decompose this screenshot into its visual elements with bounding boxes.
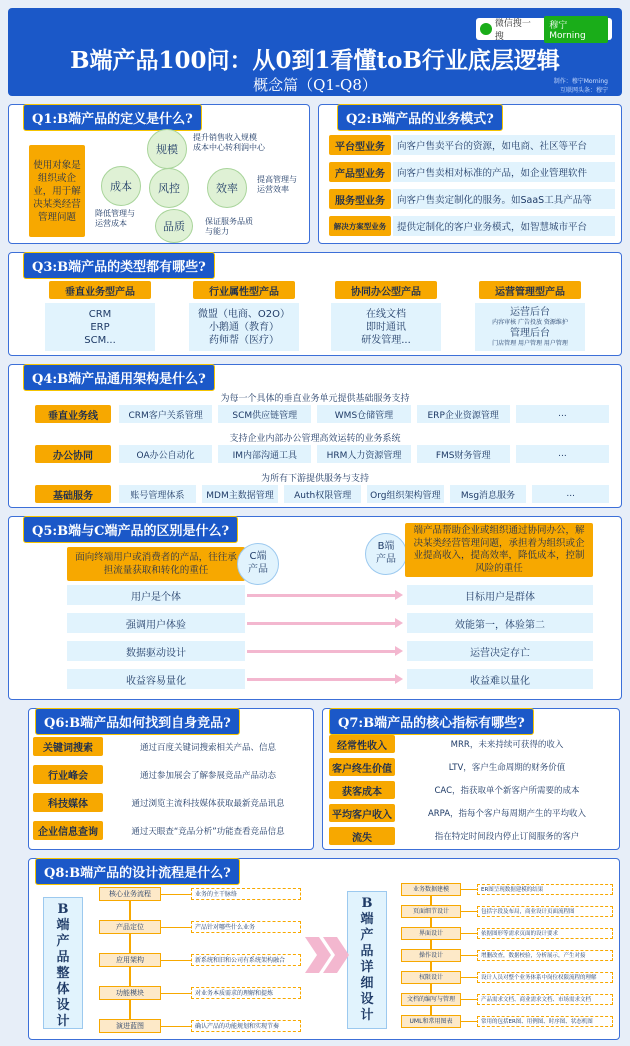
q1-node-quality: 品质 [155, 209, 193, 243]
q8-right-note-2: 依据图形等需求页面的设计要求 [477, 928, 613, 939]
q8-left-step-3: 功能模块 [99, 986, 161, 1000]
q3-title: Q3:B端产品的类型都有哪些? [23, 252, 215, 279]
q8-right-link-0 [461, 889, 477, 890]
q4-item-0-2: WMS仓储管理 [317, 405, 410, 423]
q7-desc-0: MRR，未来持续可获得的收入 [450, 740, 564, 750]
q2-tag-0: 平台型业务 [329, 135, 391, 155]
q4-item-2-5: ... [532, 485, 609, 503]
q3-item-0-1: ERP [90, 321, 110, 333]
q1-cost-desc-line1: 降低管理与 [95, 209, 135, 218]
q4-item-2-2: Auth权限管理 [284, 485, 361, 503]
q7-desc-2: CAC，指获取单个新客户所需要的成本 [434, 786, 580, 796]
q5-c-label: C端 产品 [237, 543, 279, 585]
q8-right-step-6: UML和常用图表 [401, 1015, 461, 1028]
q8-right-note-3: 增删改查，数据校验，分析展示，产生对接 [477, 950, 613, 961]
q8-right-note-4: 设计人员对整个业务体系中岗位权限流程的理解 [477, 972, 613, 983]
q6-tag-3: 企业信息查询 [33, 821, 103, 840]
q1-quality-desc-line1: 保证服务品质 [205, 217, 253, 226]
q1-node-cost: 成本 [101, 166, 141, 206]
q4-item-0-0: CRM客户关系管理 [119, 405, 212, 423]
q4-item-1-0: OA办公自动化 [119, 445, 212, 463]
q8-right-note-1: 包括字段及布局，商业设计页面流程图 [477, 906, 613, 917]
q8-left-link-0 [161, 894, 191, 895]
q8-left-arrow-1 [129, 934, 131, 953]
meta-author: 制作：穆宁Morning [553, 78, 608, 85]
q3-item-0-2: SCM... [84, 334, 116, 346]
q2-tag-3: 解决方案型业务 [329, 216, 391, 236]
q8-right-step-2: 界面设计 [401, 927, 461, 940]
q3-item-1-2: 药师帮（医疗） [209, 334, 279, 346]
q1-node-scale-desc [193, 133, 265, 153]
q6-desc-0: 通过百度关键词搜索相关产品、信息 [139, 742, 276, 753]
q8-left-link-2 [161, 960, 191, 961]
q7-desc-4: 指在特定时间段内停止订阅服务的客户 [434, 832, 580, 842]
q4-item-2-3: Org组织架构管理 [367, 485, 444, 503]
q4-item-0-3: ERP企业资源管理 [417, 405, 510, 423]
q8-right-step-0: 业务数据建模 [401, 883, 461, 896]
q3-item-2-2: 研发管理... [361, 334, 411, 346]
q1-node-efficiency: 效率 [207, 168, 247, 208]
q4-item-2-1: MDM主数据管理 [202, 485, 279, 503]
q8-left-link-4 [161, 1026, 191, 1027]
q5-arrow-0 [247, 594, 397, 597]
q2-desc-1: 向客户售卖相对标准的产品，如企业管理软件 [393, 162, 615, 182]
q4-item-0-1: SCM供应链管理 [218, 405, 311, 423]
q4-caption-1: 支持企业内部办公管理高效运转的业务系统 [229, 434, 401, 444]
q7-panel [322, 708, 620, 850]
q5-c-desc: 面向终端用户或消费者的产品，往往承担流量获取和转化的重任 [67, 547, 245, 581]
q1-scale-desc-line1: 提升销售收入规模 [193, 133, 257, 142]
q7-title: Q7:B端产品的核心指标有哪些? [329, 708, 534, 735]
q3-tag-1: 行业属性型产品 [193, 281, 295, 299]
q1-node-risk: 风控 [149, 168, 189, 208]
q3-list-0 [45, 303, 155, 351]
q2-desc-3: 提供定制化的客户业务模式，如智慧城市平台 [393, 216, 615, 236]
q1-eff-desc-line2: 运营效率 [257, 185, 289, 194]
q8-left-arrow-2 [129, 967, 131, 986]
q4-caption-2: 为所有下游提供服务与支持 [260, 474, 369, 484]
q1-node-cost-desc [95, 209, 135, 229]
page-subtitle: 概念篇（Q1-Q8） [253, 76, 377, 94]
q4-item-2-4: Msg消息服务 [450, 485, 527, 503]
q4-tag-1: 办公协同 [35, 445, 111, 463]
q5-c-row-3: 收益容易量化 [67, 669, 245, 689]
q8-left-label: B端产品整体设计 [43, 897, 83, 1029]
q6-desc-2: 通过浏览主流科技媒体获取最新竞品讯息 [131, 798, 285, 809]
page-title: B端产品100问：从0到1看懂toB行业底层逻辑 [70, 47, 560, 74]
q8-right-label: B端产品详细设计 [347, 891, 387, 1029]
q8-left-link-3 [161, 993, 191, 994]
q1-cost-desc-line2: 运营成本 [95, 219, 127, 228]
q5-c-row-2: 数据驱动设计 [67, 641, 245, 661]
q8-right-link-6 [461, 1021, 477, 1022]
q4-item-2-0: 账号管理体系 [119, 485, 196, 503]
q8-right-link-3 [461, 955, 477, 956]
header-banner [8, 8, 622, 96]
q5-b-row-0: 目标用户是群体 [407, 585, 593, 605]
q8-right-link-5 [461, 999, 477, 1000]
q4-title: Q4:B端产品通用架构是什么? [23, 364, 215, 391]
q4-tag-2: 基础服务 [35, 485, 111, 503]
q8-title: Q8:B端产品的设计流程是什么? [35, 858, 240, 885]
q8-right-arrow-2 [430, 940, 432, 949]
q8-chevron-icon [305, 937, 351, 973]
q4-item-1-4: ... [516, 445, 609, 463]
q6-tag-1: 行业峰会 [33, 765, 103, 784]
q8-left-arrow-0 [129, 901, 131, 920]
q6-desc-3: 通过天眼查“竞品分析”功能查看竞品信息 [131, 826, 285, 837]
q8-left-note-1: 产品针对哪些什么业务 [191, 921, 301, 933]
q1-node-efficiency-desc [257, 175, 297, 195]
search-label: 微信搜一搜 [494, 19, 531, 42]
q5-c-row-1: 强调用户体验 [67, 613, 245, 633]
q6-title: Q6:B端产品如何找到自身竞品? [35, 708, 240, 735]
q4-item-1-2: HRM人力资源管理 [317, 445, 410, 463]
q4-item-1-1: IM内部沟通工具 [218, 445, 311, 463]
wechat-search-badge[interactable] [476, 18, 612, 40]
q8-right-step-1: 页面细节设计 [401, 905, 461, 918]
q2-desc-0: 向客户售卖平台的资源，如电商、社区等平台 [393, 135, 615, 155]
q4-caption-0: 为每一个具体的垂直业务单元提供基础服务支持 [220, 394, 410, 404]
q2-tag-2: 服务型业务 [329, 189, 391, 209]
q3-item-2-0: 在线文档 [366, 308, 406, 320]
q2-desc-2: 向客户售卖定制化的服务。如SaaS工具产品等 [393, 189, 615, 209]
q7-tag-2: 获客成本 [329, 781, 395, 799]
q3-item-1-1: 小鹅通（教育） [209, 321, 279, 333]
q6-tag-2: 科技媒体 [33, 793, 103, 812]
q4-tag-0: 垂直业务线 [35, 405, 111, 423]
account-name: 穆宁Morning [544, 16, 608, 43]
q8-right-step-5: 文档的编写与管理 [401, 993, 461, 1006]
q1-title: Q1:B端产品的定义是什么? [23, 104, 202, 131]
q5-b-row-2: 运营决定存亡 [407, 641, 593, 661]
q5-b-row-1: 效能第一，体验第二 [407, 613, 593, 633]
q8-right-arrow-0 [430, 896, 432, 905]
q8-right-note-0: ER图呈现数据建模的结果 [477, 884, 613, 895]
q1-scale-desc-line2: 成本中心转利润中心 [193, 143, 265, 152]
q7-desc-1: LTV，客户生命周期的财务价值 [448, 763, 566, 773]
q5-arrow-1 [247, 622, 397, 625]
q8-left-link-1 [161, 927, 191, 928]
q2-title: Q2:B端产品的业务模式? [337, 104, 503, 131]
q2-tag-1: 产品型业务 [329, 162, 391, 182]
q8-panel [28, 858, 620, 1040]
q8-right-note-6: 常用的包括ER图、用例图、时序图、状态机图 [477, 1016, 613, 1027]
q5-b-row-3: 收益难以量化 [407, 669, 593, 689]
q3-tag-2: 协同办公型产品 [335, 281, 437, 299]
q8-right-step-4: 权限设计 [401, 971, 461, 984]
q3-item-0-0: CRM [88, 308, 112, 320]
q3-item-2-1: 即时通讯 [366, 321, 406, 333]
q6-tag-0: 关键词搜索 [33, 737, 103, 756]
q8-right-arrow-5 [430, 1006, 432, 1015]
q8-left-note-3: 对业务本质需求的理解和提炼 [191, 987, 301, 999]
q7-tag-0: 经常性收入 [329, 735, 395, 753]
q3-list-2 [331, 303, 441, 351]
q8-right-arrow-4 [430, 984, 432, 993]
q1-node-quality-desc [205, 217, 253, 237]
q7-desc-3: ARPA，指每个客户每周期产生的平均收入 [427, 809, 587, 819]
q1-panel [8, 104, 310, 244]
q7-tag-4: 流失 [329, 827, 395, 845]
q3-tag-0: 垂直业务型产品 [49, 281, 151, 299]
q8-right-arrow-1 [430, 918, 432, 927]
q8-left-step-2: 应用架构 [99, 953, 161, 967]
q3-list-3 [475, 303, 585, 351]
q8-left-note-2: 新系统和旧和公司有系统架构融合 [191, 954, 301, 966]
q5-panel [8, 516, 622, 700]
q8-right-arrow-3 [430, 962, 432, 971]
q7-tag-3: 平均客户收入 [329, 804, 395, 822]
q5-arrow-3 [247, 678, 397, 681]
q8-left-arrow-3 [129, 1000, 131, 1019]
q6-desc-1: 通过参加展会了解参展竞品产品动态 [139, 770, 276, 781]
q1-definition-box: 使用对象是组织或企业，用于解决某类经营管理问题 [29, 145, 85, 237]
q3-item-3-1: 内容审核 广告投放 资源维护 [492, 319, 568, 326]
q6-panel [28, 708, 314, 850]
q5-title: Q5:B端与C端产品的区别是什么? [23, 516, 238, 543]
q1-quality-desc-line2: 与能力 [205, 227, 229, 236]
q1-node-scale: 规模 [147, 129, 187, 169]
q8-left-step-0: 核心业务流程 [99, 887, 161, 901]
q5-b-label: B端 产品 [365, 533, 407, 575]
q8-left-step-1: 产品定位 [99, 920, 161, 934]
q8-left-step-4: 演进蓝图 [99, 1019, 161, 1033]
q8-right-link-4 [461, 977, 477, 978]
q5-c-row-0: 用户是个体 [67, 585, 245, 605]
q3-panel [8, 252, 622, 356]
q3-item-1-0: 微盟（电商、O2O） [197, 308, 291, 320]
q8-left-note-0: 业务的主干脉络 [191, 888, 301, 900]
q2-panel [318, 104, 622, 244]
q8-right-note-5: 产品需求文档、商业需求文档、市场需求文档 [477, 994, 613, 1005]
q8-right-link-1 [461, 911, 477, 912]
q4-panel [8, 364, 622, 508]
q5-b-desc: 端产品帮助企业或组织通过协同办公，解决某类经营管理问题，承担着为组织或企业提高收入，提高效率，降低成本，控制风险的重任 [405, 523, 593, 577]
q8-right-link-2 [461, 933, 477, 934]
wechat-icon [480, 23, 492, 35]
q3-list-1 [189, 303, 299, 351]
q3-tag-3: 运营管理型产品 [479, 281, 581, 299]
q3-item-3-3: 门店管理 用户管理 用户管理 [492, 340, 568, 347]
q8-left-note-4: 确认产品的功能规划和实现节奏 [191, 1020, 301, 1032]
q4-item-1-3: FMS财务管理 [417, 445, 510, 463]
q3-item-3-2: 管理后台 [510, 328, 550, 339]
q5-arrow-2 [247, 650, 397, 653]
q7-tag-1: 客户终生价值 [329, 758, 395, 776]
meta-source: 互联网头条：穆宁 [559, 87, 608, 94]
q3-item-3-0: 运营后台 [510, 307, 550, 318]
q1-eff-desc-line1: 提高管理与 [257, 175, 297, 184]
q4-item-0-4: ... [516, 405, 609, 423]
q8-right-step-3: 操作设计 [401, 949, 461, 962]
